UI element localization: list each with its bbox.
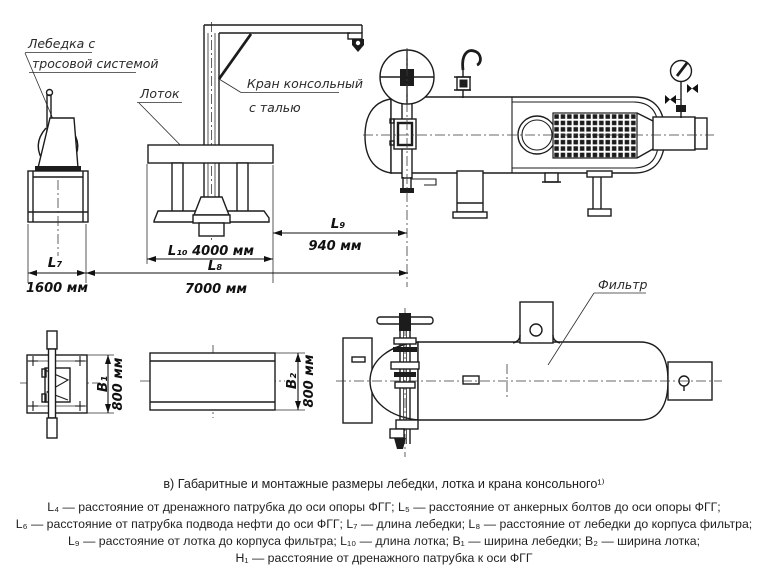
legend-line-1: L₄ — расстояние от дренажного патрубка до оси опоры ФГГ; L₅ — расстояние от анкерных болтов до оси опоры ФГГ;: [47, 500, 721, 514]
legend-line-3: L₉ — расстояние от лотка до корпуса фильтра; L₁₀ — длина лотка; B₁ — ширина лебедки; B₂ — ширина лотка;: [67, 534, 701, 548]
crane-label-line1: Кран консольный: [247, 76, 364, 91]
dim-L8-value: 7000 мм: [185, 282, 247, 297]
winch-label-line1: Лебедка с: [28, 36, 96, 51]
mast-base: [194, 197, 229, 215]
filter-side-view: [363, 50, 714, 218]
filter-left-support: [457, 171, 483, 212]
filter-top-view: [336, 277, 722, 457]
dim-B2-value: 800 мм: [302, 354, 317, 408]
drain-valve: [665, 95, 670, 104]
filter-outlet-pipe: [653, 117, 695, 150]
tray-label: Лоток: [140, 86, 180, 101]
winch-base-band: [35, 166, 81, 171]
dim-L10-label: L₁₀ 4000 мм: [167, 244, 255, 259]
dim-L9-value: 940 мм: [308, 239, 362, 254]
legend-line-4: H₁ — расстояние от дренажного патрубка к оси ФГГ: [235, 551, 533, 565]
caption-block: [0, 472, 768, 567]
drain-bracket: [411, 179, 436, 185]
winch-side-view: [25, 36, 159, 256]
dim-L9-label: L₉: [330, 216, 346, 232]
filter-right-support: [587, 171, 612, 177]
winch-hood: [38, 118, 78, 168]
dim-L8-label: L₈: [207, 258, 223, 274]
tray-top-view: [140, 345, 317, 418]
console-crane: [137, 22, 364, 240]
figure-caption: в) Габаритные и монтажные размеры лебедки, лотка и крана консольного¹⁾: [163, 477, 605, 491]
filter-perforated-plate: [553, 113, 637, 158]
tray-left-post: [172, 163, 183, 212]
filter-end-plate: [343, 338, 372, 423]
dim-L7-label: L₇: [47, 255, 63, 271]
dim-B1-label: B₁: [95, 375, 111, 393]
mast-pedestal: [199, 223, 224, 236]
legend-line-2: L₆ — расстояние от патрубка подвода нефти до оси ФГГ; L₇ — длина лебедки; L₈ — расстояние от лебедки до корпуса фильтра;: [15, 517, 753, 531]
tray-right-post: [237, 163, 248, 212]
crane-brace: [219, 34, 251, 79]
dimension-B1: [87, 355, 126, 413]
dim-B1-value: 800 мм: [111, 357, 126, 411]
winch-top-view: [20, 331, 126, 438]
crane-label-line2: с талью: [249, 100, 301, 115]
tray-beam: [148, 145, 273, 163]
winch-frame: [28, 171, 88, 222]
dim-L7-value: 1600 мм: [26, 281, 88, 296]
filter-label: Фильтр: [598, 277, 648, 292]
filter-bottom-nozzle: [545, 173, 558, 182]
winch-axle: [49, 349, 56, 418]
winch-axle-top: [47, 331, 57, 349]
winch-axle-bottom: [47, 418, 57, 438]
dimension-legend: [0, 499, 768, 567]
lifting-lug: [520, 302, 553, 343]
dimension-L8: [86, 258, 408, 297]
lifting-hook: [463, 51, 481, 70]
filter-left-head: [365, 99, 391, 173]
crane-leader-line: [219, 79, 241, 93]
gauge-valve: [692, 84, 698, 93]
dimension-B2: [275, 353, 317, 410]
mast-base-plate: [193, 215, 230, 223]
dimension-L9: [273, 216, 407, 254]
winch-label-line2: тросовой системой: [32, 56, 159, 71]
dim-B2-label: B₂: [284, 372, 300, 390]
